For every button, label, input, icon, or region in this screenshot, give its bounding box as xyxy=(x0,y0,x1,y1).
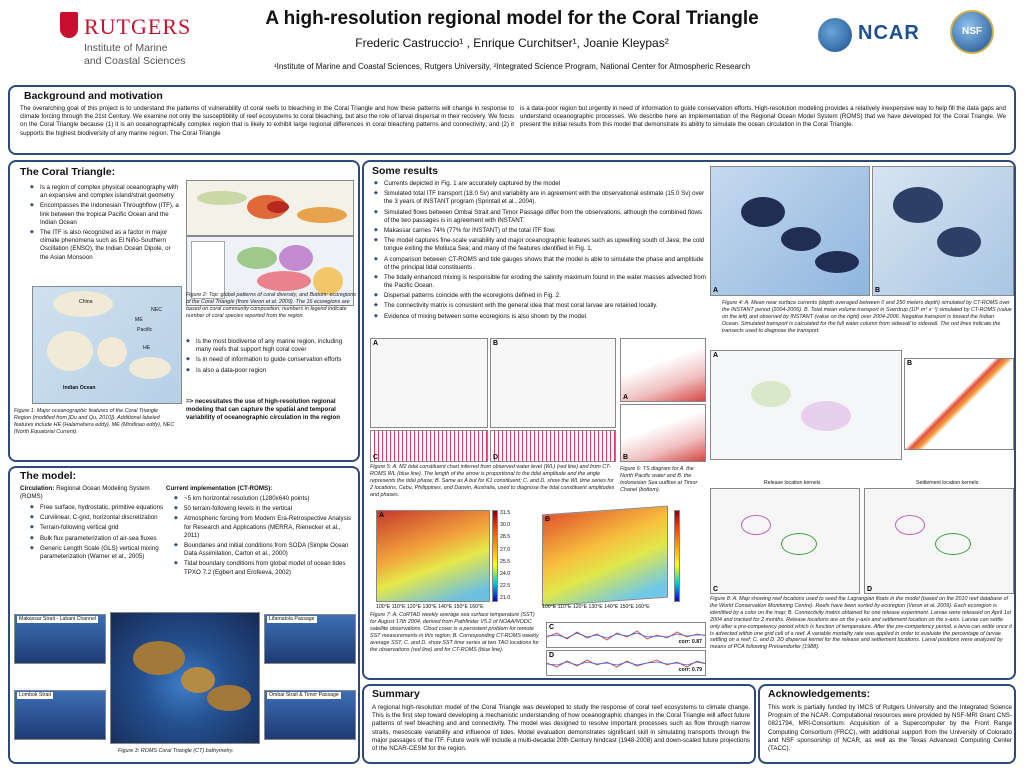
fig7a-sst-observed xyxy=(376,510,490,602)
results-panel xyxy=(362,160,1016,680)
release-kernels-label: Release location kernels xyxy=(764,480,821,486)
impl-bullet: ◆ Tidal boundary conditions from global model of ocean tides TPXO 7.2 (Egbert and Erofeeva, 2002) xyxy=(174,560,354,576)
sst-tick: 27.0 xyxy=(500,546,511,553)
result-bullet: ◆ Simulated flows between Ombai Strait and Timor Passage differ from the observations, although the combined flows of the two passages is in agreement with INSTANT. xyxy=(374,209,708,225)
result-bullet: ◆ Simulated total ITF transport (18.0 Sv) and variability are in agreement with the observational estimate (15.0 Sv) over the 3 years of INSTANT program (Sprintall et al., 2004). xyxy=(374,190,708,206)
fig7-label-b: B xyxy=(545,515,551,524)
map-label-he: HE xyxy=(143,345,151,351)
sst-tick: 21.0 xyxy=(500,595,511,602)
fig7a-colorbar-ticks xyxy=(500,510,510,602)
fig6-label-b: B xyxy=(623,454,629,461)
result-bullet: ◆ The connectivity matrix is consistent with the general idea that most coral larvae are retained locally. xyxy=(374,302,708,310)
fig2-diversity-map xyxy=(186,180,354,236)
summary-text: A regional high-resolution model of the Coral Triangle was developed to study the response of coral reef ecosystems to climate change. This is the first step toward developing a mechanistic understanding of how oceanographic changes in the Coral Triangle will affect future patterns of reef bleaching and and connectivity. The model was designed to resolve important processes such as flow through narrow straits, mesoscale variability and influence of tides. Model evaluation demonstrates significant skill in simulating transports through the major passages of the ITF. Future work will include a multi-decadal 20th Century hindcast (1948-2008) and down-scaled future projections of the NCAR-CESM for the region. xyxy=(372,704,750,752)
fig1-caption: Figure 1: Major oceanographic features of the Coral Triangle Region (modified from [Du and Qu, 2010]). Additional labeled features include HE (Halamahera eddy), ME (Mindinao eddy), NEC (North Equatorial Current). xyxy=(14,408,175,435)
result-bullet: ◆ Evidence of mixing between some ecoregions is also shown by the model. xyxy=(374,313,708,321)
fig8a-reef-locations-map xyxy=(710,350,902,460)
map-label-nec: NEC xyxy=(151,307,162,313)
inset-lombok xyxy=(14,690,106,740)
inset-label-ombai-timor: Ombai Strait & Timor Passage xyxy=(269,692,339,698)
circulation-text: Regional Ocean Modeling System (ROMS) xyxy=(20,485,150,501)
fig3-caption: Figure 3: ROMS Coral Triangle (CT) bathymetry. xyxy=(118,748,234,754)
impl-bullet: ◆ 50 terrain-following levels in the vertical xyxy=(174,505,354,513)
fig7-label-c: C xyxy=(549,624,555,631)
ack-text: This work is partially funded by IMCS of Rutgers University and the Integrated Science Program of the NCAR. Computational resources were provided by NSF-MRI Grant CNS-0821794, MRI-Consortium: Acquisition of a Supercomputer by the Front Range Computing Consortium (FRCC), with additional support from the University of Colorado and NSF sponsorship of NCAR, as well as the Texas Advanced Computing Center (TACC). xyxy=(768,704,1012,752)
fig7d-corr: corr: 0.79 xyxy=(678,666,702,673)
map-label-me: ME xyxy=(135,317,143,323)
inset-ombai-timor xyxy=(264,690,356,740)
fig5-label-a: A xyxy=(373,340,379,347)
rutgers-shield-icon xyxy=(60,12,78,38)
background-col1: The overarching goal of this project is to understand the patterns of vulnerability of coral reefs to bleaching in the Coral Triangle and how these patterns will change in response to climate forcing through the 21st Century. We examine not only the susceptibility of reef ecosystems to coral bleaching, but also the role of larval dispersal in their recovery. We focus on the Coral Triangle because (1) it is an oceanographically complex region that is likely to exhibit large regional differences in coral bleaching patterns and connectivity; and (2) it supports the highest biodiversity of any marine region. The Coral Triangle xyxy=(20,105,514,137)
fig4-label-b: B xyxy=(875,287,881,294)
results-title: Some results xyxy=(372,165,438,177)
sst-tick: 30.0 xyxy=(500,522,511,529)
ct-bullet-2: ◆ Is also a data-poor region xyxy=(186,367,356,375)
inset-label-lombok: Lombok Strait xyxy=(19,692,52,698)
circulation-line xyxy=(20,485,162,501)
result-bullet: ◆ A comparison between CT-ROMS and tide gauges shows that the model is able to simulate the phase and amplitude of the principal tidal constituents . xyxy=(374,256,708,272)
sst-tick: 28.5 xyxy=(500,534,511,541)
fig4-label-a: A xyxy=(713,287,719,294)
fig6-caption: Figure 6: TS diagram for A. the North Pacific water and B. the Indonesian Sea outflow at Timor Chanel (bottom). xyxy=(620,466,698,493)
fig7-label-a: A xyxy=(379,512,385,519)
background-title: Background and motivation xyxy=(24,90,163,102)
fig4b-transport-map xyxy=(872,166,1014,296)
settlement-kernels-label: Settlement location kernels xyxy=(916,480,979,486)
background-col2: is a data-poor region but urgently in need of information to guide conservation efforts. High-resolution modeling provides a relatively inexpensive way to help fill the data gaps and understand oceanographic processes. We describe here an implementation of the Regional Ocean Model System (ROMS) that we have developed for the Coral Triangle. We present the initial results from this model that demonstrate its ability to simulate the ocean circulation in the Coral Triangle. xyxy=(520,105,1006,129)
sst-tick: 25.5 xyxy=(500,558,511,565)
acknowledgements-panel xyxy=(758,684,1016,764)
summary-panel xyxy=(362,684,756,764)
result-bullet: ◆ Dispersal patterns coincide with the ecoregions defined in Fig. 2. xyxy=(374,292,708,300)
fig5-label-d: D xyxy=(493,454,499,461)
sst-tick: 31.5 xyxy=(500,510,511,516)
model-bullet: ◆ Curvilinear, C-grid, horizontal discretization xyxy=(30,514,164,522)
sst-tick: 22.5 xyxy=(500,583,511,590)
ncar-swoosh-icon xyxy=(818,18,852,52)
ncar-logo xyxy=(818,14,938,58)
impl-bullet: ◆ Boundaries and initial conditions from SODA (Simple Ocean Data Assimilation, Carton et al., 2000) xyxy=(174,542,354,558)
map-label-indian-ocean: Indian Ocean xyxy=(63,385,96,391)
circulation-label: Circulation: xyxy=(20,485,55,492)
impl-bullet: ◆ ~5 km horizontal resolution (1280x640 points) xyxy=(174,495,354,503)
fig6a-ts-diagram xyxy=(620,338,706,402)
inset-label-makassar: Makassar Strait - Labani Channel xyxy=(19,616,96,622)
impl-bullets xyxy=(174,495,354,579)
inset-makassar xyxy=(14,614,106,664)
fig8c-release-kernel xyxy=(710,488,860,594)
fig5-label-b: B xyxy=(493,340,499,347)
fig6-label-a: A xyxy=(623,394,629,401)
summary-title: Summary xyxy=(372,688,420,700)
ct-conclusion: => necessitates the use of high-resolution regional modeling that can capture the spatial and temporal variability of oceanographic circulation in the region xyxy=(186,398,341,422)
results-bullets xyxy=(374,180,708,323)
rutgers-sub1: Institute of Marine xyxy=(84,42,168,54)
fig1-oceanographic-map xyxy=(32,286,182,404)
impl-title: Current implementation (CT-ROMS): xyxy=(166,485,273,492)
inset-lifamatola xyxy=(264,614,356,664)
fig8b-connectivity-matrix xyxy=(904,358,1014,450)
result-bullet: ◆ Currents depicted in Fig. 1 are accurately captured by the model xyxy=(374,180,708,188)
rutgers-wordmark: RUTGERS xyxy=(84,14,192,39)
fig5a-m2-chart xyxy=(370,338,488,428)
ct-bullet: ◆ Is a region of complex physical oceanography with an expansive and complex island/strait geometry xyxy=(30,184,180,200)
model-panel xyxy=(8,466,360,764)
poster-affiliations: ¹Institute of Marine and Coastal Sciences, Rutgers University, ²Integrated Science Program, National Center for Atmospheric Research xyxy=(273,62,751,71)
fig4a-currents-map xyxy=(710,166,870,296)
model-bullets xyxy=(30,504,164,563)
fig2-legend xyxy=(191,241,225,299)
fig7-label-d: D xyxy=(549,652,555,659)
fig7-caption: Figure 7: A. CoRTAD weekly average sea surface temperature (SST) for August 17th 2004, derived from Pathfinder V5.2 of NOAA/NODC satellite observations. Cloud cover is a persistent problem for remote SST measurements in this region; B. Corresponding CT-ROMS weekly average SST. C. and D. show SST time series at two TAO locations for the observations (red line) and for CT-ROMS (blue line). xyxy=(370,612,539,653)
fig5c-cebu-timeseries xyxy=(370,430,488,462)
fig5-label-c: C xyxy=(373,454,379,461)
inset-label-lifamatola: Lifamatola Passage xyxy=(269,616,315,622)
result-bullet: ◆ The model captures fine-scale variability and major oceanographic features such as upwelling south of Java; the cold tongue exiting the Molluca Sea; and many of the features identified in Fig. 1. xyxy=(374,237,708,253)
coral-triangle-bullets xyxy=(30,184,180,264)
fig8-label-b: B xyxy=(907,360,913,367)
poster-title: A high-resolution regional model for the Coral Triangle xyxy=(265,8,759,29)
fig6b-ts-diagram xyxy=(620,404,706,462)
model-title: The model: xyxy=(20,470,77,482)
ct-bullet-2: ◆ Is the most biodiverse of any marine region, including many reefs that support high coral cover xyxy=(186,338,356,354)
fig8-label-d: D xyxy=(867,586,873,593)
fig7b-colorbar xyxy=(674,510,680,602)
model-bullet: ◆ Free surface, hydrostatic, primitive equations xyxy=(30,504,164,512)
result-bullet: ◆ The tidally enhanced mixing is responsible for eroding the salinity maximum found in the water masses advected from the Pacific Ocean. xyxy=(374,274,708,290)
impl-bullet: ◆ Atmospheric forcing from Modern Era-Retrospective Analysis for Research and Applications (MERRA, Rienecker et al., 2011) xyxy=(174,515,354,540)
coral-triangle-bullets-2 xyxy=(186,338,356,377)
rutgers-sub2: and Coastal Sciences xyxy=(84,55,186,67)
coral-triangle-panel xyxy=(8,160,360,462)
fig7c-corr: corr: 0.87 xyxy=(678,638,702,645)
background-panel xyxy=(8,85,1016,155)
map-label-china: China xyxy=(79,299,93,305)
fig8d-settlement-kernel xyxy=(864,488,1014,594)
fig3-bathymetry-map xyxy=(110,612,260,744)
model-bullet: ◆ Terrain-following vertical grid xyxy=(30,524,164,532)
fig7b-lon-ticks: 100°E 110°E 120°E 130°E 140°E 150°E 160°E xyxy=(542,604,650,610)
ct-bullet-2: ◆ Is in need of information to guide conservation efforts xyxy=(186,356,356,364)
fig8-label-c: C xyxy=(713,586,719,593)
model-bullet: ◆ Generic Length Scale (GLS) vertical mixing parameterization (Warner et al., 2005) xyxy=(30,545,164,561)
ct-bullet: ◆ The ITF is also recognized as a factor in major climate phenomena such as El Niño-Southern Oscillation (ENSO), the Indian Ocean Dipole, or the Asian Monsoon xyxy=(30,229,180,262)
nsf-logo xyxy=(950,10,994,54)
fig7a-colorbar xyxy=(492,510,498,602)
rutgers-logo xyxy=(60,8,200,68)
fig7b-sst-model xyxy=(542,506,668,607)
ct-bullet: ◆ Encompasses the Indonesian Throughflow (ITF), a link between the tropical Pacific Ocean and the Indian Ocean xyxy=(30,202,180,227)
fig5-caption: Figure 5: A. M2 tidal constituent chart inferred from observed water level (WL) (red line) and from CT-ROMS WL (blue line). The length of the arrow is proportional to the tidal amplitude and the angle represents the tidal phase; B. Same as A but for K1 constituent; C. and D. show the WL time series for 2 locations, Cebu, Philippines, and Darwin, Australia, used to diagnose the tidal constituent amplitudes and phases. xyxy=(370,464,615,498)
coral-triangle-title: The Coral Triangle: xyxy=(20,166,116,178)
fig5d-darwin-timeseries xyxy=(490,430,616,462)
fig7c-sst-timeseries xyxy=(546,622,706,648)
sst-tick: 24.0 xyxy=(500,571,511,578)
model-bullet: ◆ Bulk flux parameterization of air-sea fluxes xyxy=(30,535,164,543)
ack-title: Acknowledgements: xyxy=(768,688,871,700)
fig7d-sst-timeseries xyxy=(546,650,706,676)
poster-authors: Frederic Castruccio¹ , Enrique Curchitser¹, Joanie Kleypas² xyxy=(355,36,669,50)
fig5b-k1-chart xyxy=(490,338,616,428)
map-label-pacific: Pacific xyxy=(137,327,153,333)
fig8-label-a: A xyxy=(713,352,719,359)
fig2-caption: Figure 2: Top: global patterns of coral diversity, and Bottom: ecoregions of the Coral Triangle (from Veron et al. 2009). The 16 ecoregions are based on coral community composition; numbers in legend indicate number of coral species reported from the region. xyxy=(186,292,356,319)
result-bullet: ◆ Makassar carries 74% (77% for INSTANT) of the total ITF flow. xyxy=(374,227,708,235)
fig8-caption: Figure 8: A. Map showing reef locations used to seed the Lagrangian floats in the model (based on the 2010 reef database of the World Conservation Monitoring Centre). Reefs have been sorted by ecoregion (Veron et al. 2009). Each ecoregion is identified by a color on the map; B. Connectivity matrix obtained for one release experiment. Larvae were released on April 1st 2004 and tracked for 2 months. Release locations are on the y-axis and settlement location on the x-axis. Larvae can settle only after a pre-competency period which is function of temperature. After the pre-competency period, a larva can settle once it is advected within one grid cell of a reef. A variable mortality rate was applied in order to evaluate the percentage of larvae settling on a reef; C. and D. 2D dispersal kernel for the release and settlement locations. Larval positions were analyzed by means of PCA following Preisendorfer (1988). xyxy=(710,596,1012,651)
ncar-wordmark: NCAR xyxy=(858,22,920,44)
nsf-wordmark: NSF xyxy=(962,26,982,37)
fig7a-lon-ticks: 100°E 110°E 120°E 130°E 140°E 150°E 160°E xyxy=(376,604,484,610)
fig4-caption: Figure 4: A. Mean near surface currents (depth averaged between 0 and 250 meters depth) simulated by CT-ROMS over the INSTANT period (2004-2006). B. Total mean volume transport in Sverdrup (10⁶ m³ s⁻¹) simulated by CT-ROMS (value on the left) and observed by INSTANT (value on the right) over 2004-2006. Negative transport is toward the Indian Ocean. Simulated transport is calculated for the full water column from sidewall to sidewall. The red lines indicate the transects used to diagnose the transport. xyxy=(722,300,1012,334)
